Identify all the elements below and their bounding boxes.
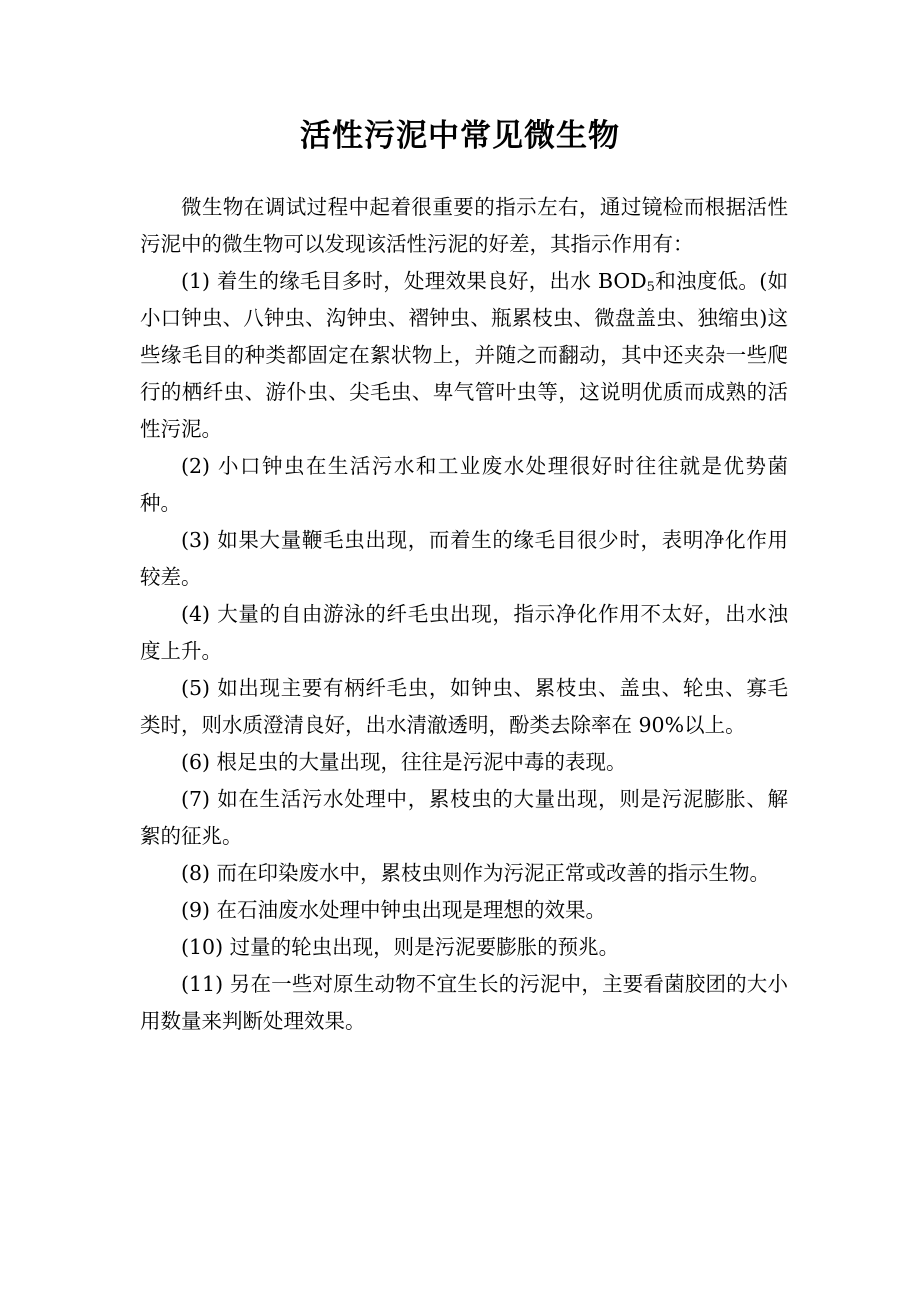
indicator-item-8: (8) 而在印染废水中，累枝虫则作为污泥正常或改善的指示生物。 [181, 861, 771, 885]
indicator-item-7: (7) 如在生活污水处理中，累枝虫的大量出现，则是污泥膨胀、解絮的征兆。 [140, 787, 788, 848]
indicator-item-6: (6) 根足虫的大量出现，往往是污泥中毒的表现。 [181, 750, 627, 774]
indicator-item-3: (3) 如果大量鞭毛虫出现，而着生的缘毛目很少时，表明净化作用较差。 [140, 528, 788, 589]
indicator-item-5: (5) 如出现主要有柄纤毛虫，如钟虫、累枝虫、盖虫、轮虫、寡毛类时，则水质澄清良好，出水清澈透明，酚类去除率在 90%以上。 [140, 676, 788, 737]
page-title: 活性污泥中常见微生物 [300, 118, 620, 154]
indicator-item-9: (9) 在石油废水处理中钟虫出现是理想的效果。 [181, 898, 607, 922]
intro-paragraph: 微生物在调试过程中起着很重要的指示左右，通过镜检而根据活性污泥中的微生物可以发现该活性污泥的好差，其指示作用有： [140, 195, 788, 256]
indicator-item-10: (10) 过量的轮虫出现，则是污泥要膨胀的预兆。 [181, 935, 620, 959]
indicator-item-11: (11) 另在一些对原生动物不宜生长的污泥中，主要看菌胶团的大小用数量来判断处理效果。 [140, 972, 788, 1033]
indicator-item-1-text-b: 和浊度低。(如小口钟虫、八钟虫、沟钟虫、褶钟虫、瓶累枝虫、微盘盖虫、独缩虫)这些缘毛目的种类都固定在絮状物上，并随之而翻动，其中还夹杂一些爬行的栖纤虫、游仆虫、尖毛虫、卑气管叶虫等，这说明优质而成熟的活性污泥。 [140, 269, 788, 441]
indicator-item-4: (4) 大量的自由游泳的纤毛虫出现，指示净化作用不太好，出水浊度上升。 [140, 602, 788, 663]
indicator-item-1 [140, 263, 788, 448]
indicator-item-1-text-a: (1) 着生的缘毛目多时，处理效果良好，出水 BOD [181, 269, 647, 293]
bod-subscript: 5 [646, 280, 655, 295]
document-body [140, 189, 788, 1040]
indicator-item-2: (2) 小口钟虫在生活污水和工业废水处理很好时往往就是优势菌种。 [140, 454, 788, 515]
